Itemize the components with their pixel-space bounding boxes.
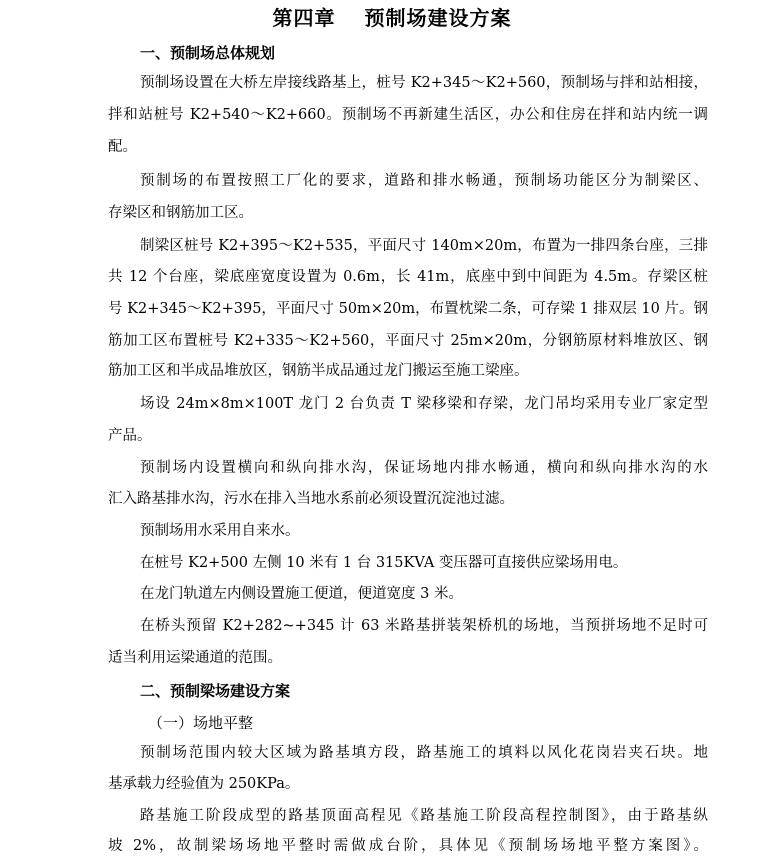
paragraph-line: 筋加工区和半成品堆放区，钢筋半成品通过龙门搬运至施工梁座。 <box>108 363 529 379</box>
paragraph-line: 号 K2+345～K2+395，平面尺寸 50m×20m，布置枕梁二条，可存梁 1 排双层 10 片。钢 <box>108 301 708 317</box>
paragraph-line: 制梁区桩号 K2+395～K2+535，平面尺寸 140m×20m，布置为一排四条台座，三排 <box>140 238 708 254</box>
paragraph-line: 预制场设置在大桥左岸接线路基上，桩号 K2+345～K2+560，预制场与拌和站相接， <box>140 75 708 91</box>
paragraph-line: 配。 <box>108 139 137 155</box>
paragraph-line: 路基施工阶段成型的路基顶面高程见《路基施工阶段高程控制图》，由于路基纵 <box>140 808 708 824</box>
paragraph-line: 基承载力经验值为 250KPa。 <box>108 776 300 792</box>
paragraph-line: 汇入路基排水沟，污水在排入当地水系前必须设置沉淀池过滤。 <box>108 491 514 507</box>
paragraph-line: 预制场范围内较大区域为路基填方段，路基施工的填料以风化花岗岩夹石块。地 <box>140 745 708 761</box>
paragraph-line: 筋加工区布置桩号 K2+335～K2+560，平面尺寸 25m×20m，分钢筋原材料堆放区、钢 <box>108 333 708 349</box>
paragraph-line: 适当利用运梁通道的范围。 <box>108 650 282 666</box>
paragraph-line: 预制场用水采用自来水。 <box>140 523 300 539</box>
paragraph-line: 预制场内设置横向和纵向排水沟，保证场地内排水畅通，横向和纵向排水沟的水 <box>140 460 708 476</box>
paragraph-line: 在龙门轨道左内侧设置施工便道，便道宽度 3 米。 <box>140 586 463 602</box>
paragraph-line: 存梁区和钢筋加工区。 <box>108 205 253 221</box>
paragraph-line: 预制场的布置按照工厂化的要求，道路和排水畅通，预制场功能区分为制梁区、 <box>140 173 708 189</box>
paragraph-line: 在桥头预留 K2+282~+345 计 63 米路基拼装架桥机的场地，当预拼场地不足时可 <box>140 618 708 634</box>
paragraph-line: 共 12 个台座，梁底座宽度设置为 0.6m，长 41m，底座中到中间距为 4.5m。存梁区桩 <box>108 269 709 285</box>
subsection-heading: （一）场地平整 <box>148 714 254 732</box>
chapter-title: 第四章 预制场建设方案 <box>272 6 512 30</box>
paragraph-line: 产品。 <box>108 428 152 444</box>
paragraph-line: 坡 2%，故制梁场场地平整时需做成台阶，具体见《预制场场地平整方案图》。 <box>108 838 708 854</box>
section-heading-1: 一、预制场总体规划 <box>140 44 276 62</box>
paragraph-line: 拌和站桩号 K2+540～K2+660。预制场不再新建生活区，办公和住房在拌和站内统一调 <box>108 107 708 123</box>
section-heading-2: 二、预制梁场建设方案 <box>140 682 291 700</box>
paragraph-line: 在桩号 K2+500 左侧 10 米有 1 台 315KVA 变压器可直接供应梁场用电。 <box>140 555 628 571</box>
paragraph-line: 场设 24m×8m×100T 龙门 2 台负责 T 梁移梁和存梁，龙门吊均采用专业厂家定型 <box>140 396 708 412</box>
